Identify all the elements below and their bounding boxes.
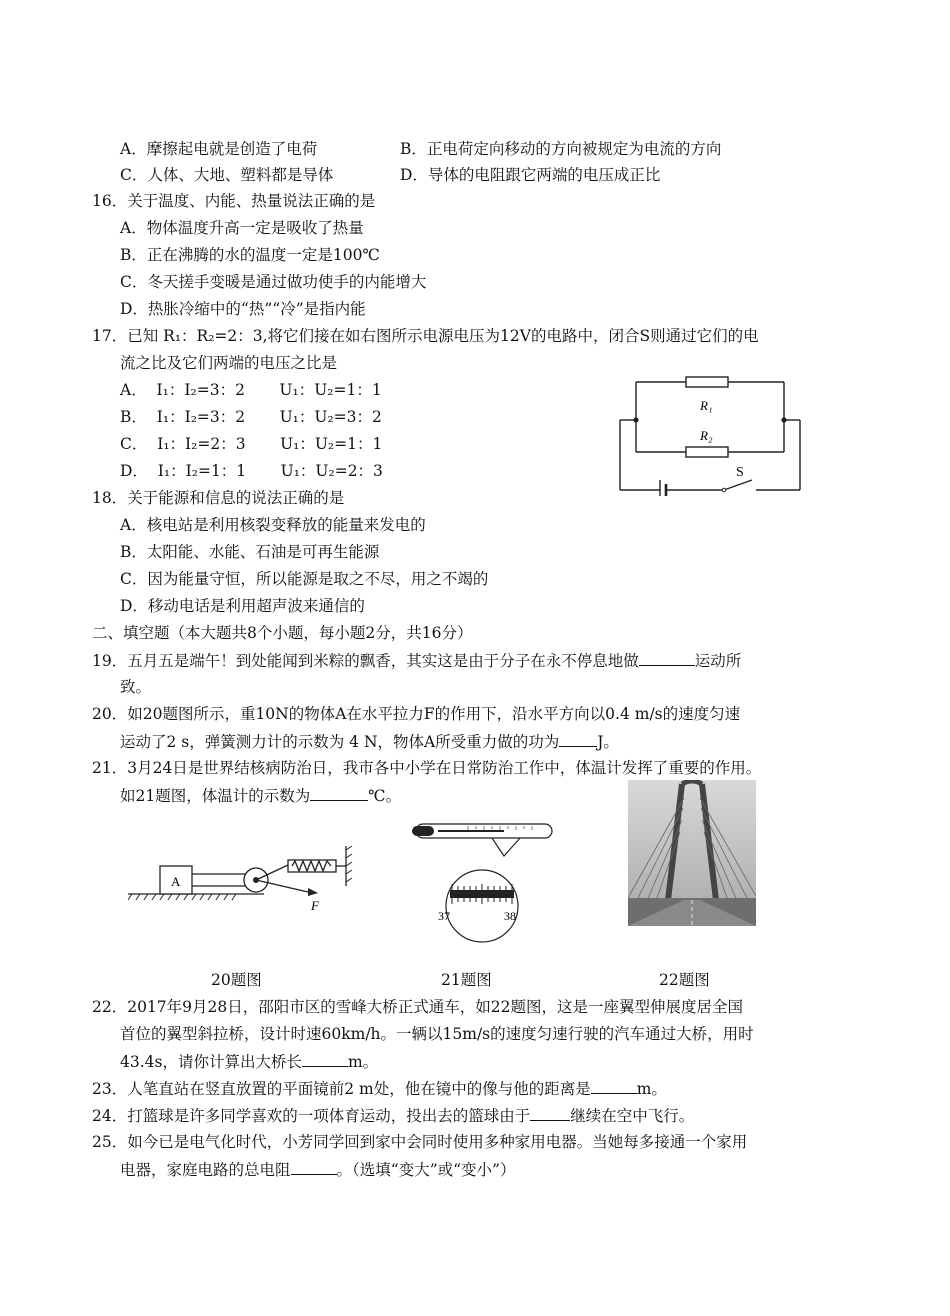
fig21-thermometer-diagram	[408, 818, 560, 944]
q17-stem-line1: 17．已知 R₁：R₂=2：3,将它们接在如右图所示电源电压为12V的电路中，闭合S则通过它们的电	[92, 327, 759, 345]
q22-line3	[120, 1050, 378, 1073]
q19-line1	[92, 649, 741, 672]
q22-line1: 22．2017年9月28日，邵阳市区的雪峰大桥正式通车，如22题图，这是一座翼型伸展度居全国	[92, 998, 743, 1016]
q24-text-a: 24．打篮球是许多同学喜欢的一项体育运动，投出去的篮球由于	[92, 1107, 531, 1125]
junction-dot-right	[781, 417, 786, 422]
q23-answer-blank[interactable]	[591, 1077, 637, 1094]
r2-label: R₂	[700, 428, 713, 443]
q20-line2	[120, 730, 619, 753]
wall-hatch	[346, 846, 352, 882]
fig20-caption: 20题图	[211, 971, 262, 989]
pulley-axle	[253, 877, 259, 883]
q17-circuit-diagram	[612, 372, 808, 496]
q25-text-b: 。（选填“变大”或“变小”）	[336, 1161, 516, 1179]
q24-answer-blank[interactable]	[530, 1104, 570, 1121]
q19-text-a: 19．五月五是端午！到处能闻到米粽的飘香，其实这是由于分子在永不停息地做	[92, 652, 639, 670]
q16-option-b: B．正在沸腾的水的温度一定是100℃	[120, 246, 380, 264]
q22-answer-blank[interactable]	[302, 1050, 348, 1067]
q16-option-c: C．冬天搓手变暖是通过做功使手的内能增大	[120, 273, 427, 291]
q21-text-b: ℃。	[368, 787, 402, 805]
q20-answer-blank[interactable]	[559, 730, 597, 747]
q19-line2: 致。	[120, 678, 152, 696]
q22-text-a: 43.4s，请你计算出大桥长	[120, 1053, 302, 1071]
q16-option-a: A．物体温度升高一定是吸收了热量	[120, 219, 364, 237]
q20-text-a: 运动了2 s，弹簧测力计的示数为 4 N，物体A所受重力做的功为	[120, 733, 560, 751]
q23-text-a: 23．人笔直站在竖直放置的平面镜前2 m处，他在镜中的像与他的距离是	[92, 1080, 591, 1098]
q21-answer-blank[interactable]	[310, 784, 368, 801]
q19-answer-blank[interactable]	[639, 649, 695, 666]
r1-label: R₁	[700, 398, 713, 413]
thermometer-bulb	[412, 826, 434, 836]
q23-text-b: m。	[636, 1080, 667, 1098]
q15-option-d: D．导体的电阻跟它两端的电压成正比	[400, 166, 661, 184]
q15-option-b: B．正电荷定向移动的方向被规定为电流的方向	[400, 140, 722, 158]
q23-line	[92, 1077, 667, 1100]
q18-option-b: B．太阳能、水能、石油是可再生能源	[120, 543, 380, 561]
q25-answer-blank[interactable]	[291, 1158, 337, 1175]
q21-text-a: 如21题图，体温计的示数为	[120, 787, 311, 805]
fig20-pulley-diagram	[128, 838, 353, 916]
ground-hatch	[128, 894, 236, 900]
q18-option-d: D．移动电话是利用超声波来通信的	[120, 597, 365, 615]
q25-line1: 25．如今已是电气化时代，小芳同学回到家中会同时使用多种家用电器。当她每多接通一个家用	[92, 1133, 748, 1151]
tick-label-38: 38	[504, 909, 516, 923]
fig22-bridge-photo	[628, 780, 756, 926]
q18-stem: 18．关于能源和信息的说法正确的是	[92, 489, 345, 507]
q22-line2: 首位的翼型斜拉桥，设计时速60km/h。一辆以15m/s的速度匀速行驶的汽车通过大桥，用时	[120, 1025, 754, 1043]
q21-line2	[120, 784, 401, 807]
q15-option-a: A．摩擦起电就是创造了电荷	[120, 140, 318, 158]
q25-line2	[120, 1158, 515, 1181]
q20-text-b: J。	[597, 733, 619, 751]
section-2-heading: 二、填空题（本大题共8个小题，每小题2分，共16分）	[92, 624, 473, 642]
block-a-label: A	[171, 874, 181, 889]
junction-dot-left	[633, 417, 638, 422]
q16-option-d: D．热胀冷缩中的“热”“冷”是指内能	[120, 300, 366, 318]
force-f-label: F	[311, 898, 319, 913]
q15-option-c: C．人体、大地、塑料都是导体	[120, 166, 334, 184]
q22-text-b: m。	[347, 1053, 379, 1071]
q17-option-b: B． I₁：I₂=3：2 U₁：U₂=3：2	[120, 408, 382, 426]
q25-text-a: 电器，家庭电路的总电阻	[120, 1161, 291, 1179]
fig21-caption: 21题图	[441, 971, 492, 989]
force-arrow-head	[308, 888, 318, 896]
q17-option-a: A． I₁：I₂=3：2 U₁：U₂=1：1	[120, 381, 382, 399]
q18-option-c: C．因为能量守恒，所以能源是取之不尽，用之不竭的	[120, 570, 489, 588]
q16-stem: 16．关于温度、内能、热量说法正确的是	[92, 192, 376, 210]
switch-pivot	[722, 488, 726, 492]
fig22-caption: 22题图	[659, 971, 710, 989]
switch-label: S	[736, 465, 744, 480]
q17-option-d: D． I₁：I₂=1：1 U₁：U₂=2：3	[120, 462, 383, 480]
q24-line	[92, 1104, 694, 1127]
q20-line1: 20．如20题图所示，重10N的物体A在水平拉力F的作用下，沿水平方向以0.4 m/s的速度匀速	[92, 705, 741, 723]
q18-option-a: A．核电站是利用核裂变释放的能量来发电的	[120, 516, 426, 534]
q19-text-b: 运动所	[694, 652, 742, 670]
q17-stem-line2: 流之比及它们两端的电压之比是	[120, 354, 338, 372]
q21-line1: 21．3月24日是世界结核病防治日，我市各中小学在日常防治工作中，体温计发挥了重要的作用。	[92, 759, 762, 777]
tick-label-37: 37	[438, 909, 450, 923]
q24-text-b: 继续在空中飞行。	[570, 1107, 695, 1125]
q17-option-c: C． I₁：I₂=2：3 U₁：U₂=1：1	[120, 435, 383, 453]
